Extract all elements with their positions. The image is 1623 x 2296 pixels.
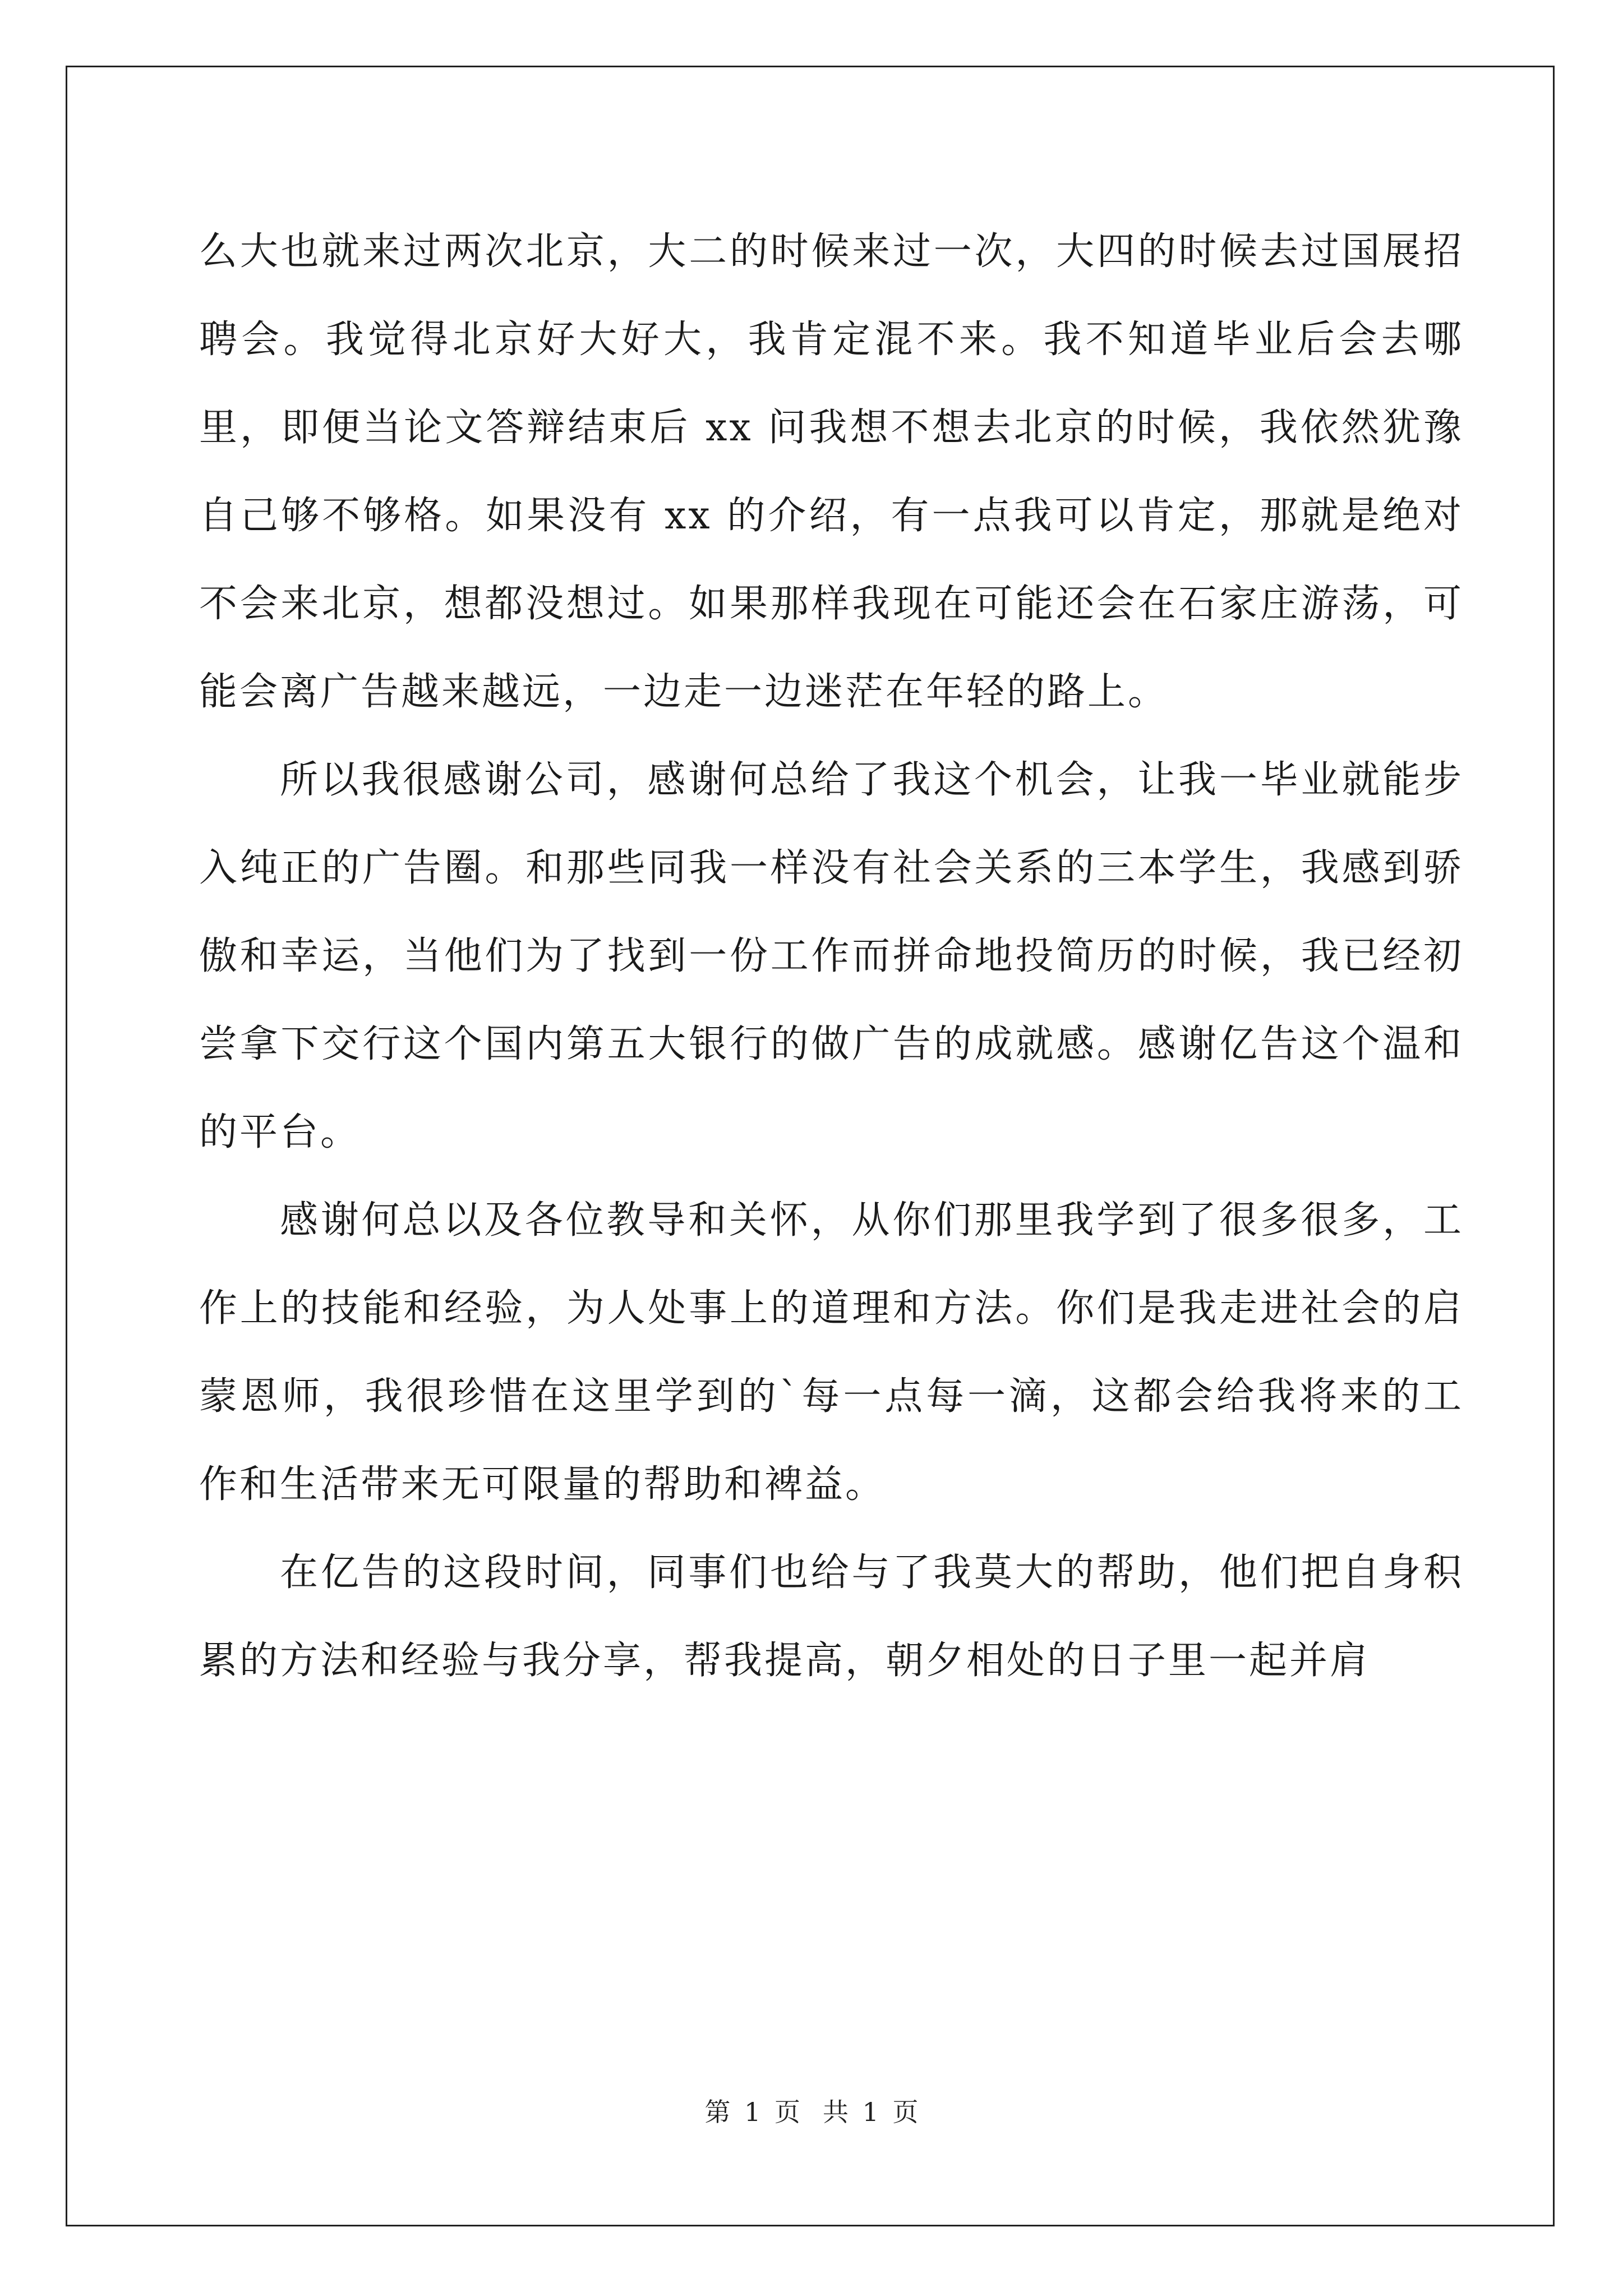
document-body	[199, 208, 1464, 1705]
paragraph-4: 在亿告的这段时间，同事们也给与了我莫大的帮助，他们把自身积累的方法和经验与我分享，帮我提高，朝夕相处的日子里一起并肩	[199, 1550, 1464, 1683]
paragraph-1: 么大也就来过两次北京，大二的时候来过一次，大四的时候去过国展招聘会。我觉得北京好大好大，我肯定混不来。我不知道毕业后会去哪里，即便当论文答辩结束后 xx 问我想不想去北京的时候，我依然犹豫自己够不够格。如果没有 xx 的介绍，有一点我可以肯定，那就是绝对不会来北京，想都没想过。如果那样我现在可能还会在石家庄游荡，可能会离广告越来越远，一边走一边迷茫在年轻的路上。	[199, 229, 1464, 714]
paragraph-3: 感谢何总以及各位教导和关怀，从你们那里我学到了很多很多，工作上的技能和经验，为人处事上的道理和方法。你们是我走进社会的启蒙恩师，我很珍惜在这里学到的`每一点每一滴，这都会给我将来的工作和生活带来无可限量的帮助和裨益。	[199, 1198, 1464, 1507]
paragraph-2: 所以我很感谢公司，感谢何总给了我这个机会，让我一毕业就能步入纯正的广告圈。和那些同我一样没有社会关系的三本学生，我感到骄傲和幸运，当他们为了找到一份工作而拼命地投简历的时候，我已经初尝拿下交行这个国内第五大银行的做广告的成就感。感谢亿告这个温和的平台。	[199, 758, 1464, 1154]
page-footer	[0, 2095, 1623, 2129]
page-number: 第 1 页	[704, 2097, 800, 2127]
page-total: 共 1 页	[823, 2097, 919, 2127]
